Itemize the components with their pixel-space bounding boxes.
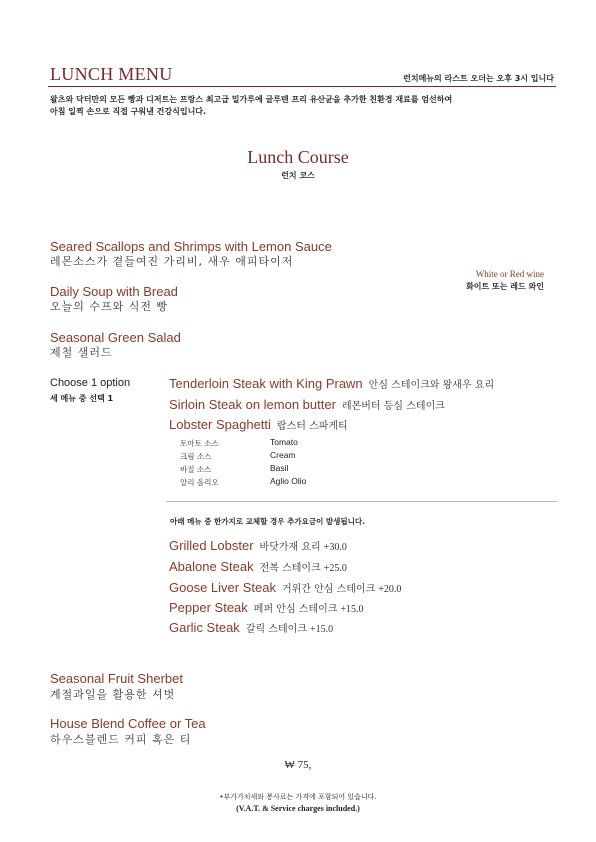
choose-option-label: Choose 1 option bbox=[50, 377, 131, 389]
extra-price: +15.0 bbox=[340, 604, 364, 615]
extra-abalone-ko: 전복 스테이크 bbox=[259, 563, 321, 574]
extra-garlic-steak-ko: 갈릭 스테이크 bbox=[245, 624, 307, 635]
sauce-en: Cream bbox=[270, 450, 296, 460]
tax-note-en: (V.A.T. & Service charges included.) bbox=[236, 804, 360, 813]
extra-price: +25.0 bbox=[323, 563, 347, 574]
main-tenderloin-en: Tenderloin Steak with King Prawn bbox=[169, 376, 363, 391]
starter-soup-en: Daily Soup with Bread bbox=[50, 284, 178, 299]
main-lobster-spaghetti-en: Lobster Spaghetti bbox=[169, 417, 271, 432]
extra-item bbox=[169, 538, 347, 553]
extra-price: +15.0 bbox=[309, 624, 334, 635]
sauce-ko: 알리 올리오 bbox=[180, 478, 219, 487]
starter-salad-ko: 제철 샐러드 bbox=[50, 346, 113, 359]
extra-price: +20.0 bbox=[378, 584, 402, 595]
starter-soup-ko: 오늘의 수프와 식전 빵 bbox=[50, 300, 169, 313]
wine-option-en: White or Red wine bbox=[475, 269, 544, 279]
extra-pepper-steak-en: Pepper Steak bbox=[169, 600, 248, 615]
extra-item bbox=[169, 580, 401, 595]
intro-text-line-2: 아침 일찍 손으로 직접 구워낸 건강식입니다. bbox=[50, 107, 207, 116]
main-sirloin-en: Sirloin Steak on lemon butter bbox=[169, 397, 336, 412]
extra-item bbox=[169, 559, 347, 574]
starter-scallops-en: Seared Scallops and Shrimps with Lemon Sauce bbox=[50, 239, 332, 254]
sauce-en: Basil bbox=[270, 463, 289, 473]
sauce-ko: 토마토 소스 bbox=[180, 439, 219, 448]
extra-item bbox=[169, 620, 333, 635]
surcharge-note: 아래 메뉴 중 한가지로 교체할 경우 추가요금이 발생됩니다. bbox=[170, 517, 366, 526]
main-tenderloin-ko: 안심 스테이크와 왕새우 요리 bbox=[368, 380, 495, 391]
header-divider bbox=[48, 86, 556, 87]
extra-abalone-en: Abalone Steak bbox=[169, 559, 254, 574]
section-divider bbox=[166, 501, 557, 502]
course-subtitle: 런치 코스 bbox=[281, 171, 315, 180]
course-price: ₩ 75, bbox=[284, 759, 312, 771]
sauce-ko: 크림 소스 bbox=[180, 452, 212, 461]
main-sirloin-ko: 레몬버터 등심 스테이크 bbox=[341, 401, 445, 412]
extra-item bbox=[169, 600, 364, 615]
dessert-sherbet-ko: 계절과일을 활용한 셔벗 bbox=[50, 688, 176, 701]
intro-text-line-1: 왈츠와 닥터만의 모든 빵과 디저트는 프랑스 최고급 밀가루에 글루텐 프리 유산균을 추가한 친환경 재료를 엄선하여 bbox=[50, 95, 453, 104]
extra-goose-liver-en: Goose Liver Steak bbox=[169, 580, 276, 595]
extra-garlic-steak-en: Garlic Steak bbox=[169, 620, 240, 635]
choose-option-label-ko: 세 메뉴 중 선택 1 bbox=[50, 394, 114, 403]
course-title: Lunch Course bbox=[247, 147, 349, 167]
dessert-coffee-en: House Blend Coffee or Tea bbox=[50, 716, 206, 731]
main-item bbox=[169, 417, 348, 432]
extra-grilled-lobster-ko: 바닷가재 요리 bbox=[259, 542, 321, 553]
tax-note-ko: •부가가치세와 봉사료는 가격에 포함되어 있습니다. bbox=[219, 793, 377, 801]
last-order-note: 런치메뉴의 라스트 오더는 오후 3시 입니다 bbox=[403, 74, 554, 83]
dessert-sherbet-en: Seasonal Fruit Sherbet bbox=[50, 671, 183, 686]
starter-salad-en: Seasonal Green Salad bbox=[50, 330, 181, 345]
starter-scallops-ko: 레몬소스가 곁들여진 가리비, 새우 애피타이저 bbox=[50, 255, 294, 268]
sauce-ko: 바질 소스 bbox=[180, 465, 212, 474]
main-item bbox=[169, 397, 445, 412]
sauce-en: Tomato bbox=[270, 437, 298, 447]
menu-title: LUNCH MENU bbox=[50, 64, 173, 84]
extra-pepper-steak-ko: 페퍼 안심 스테이크 bbox=[253, 604, 338, 615]
main-item bbox=[169, 376, 494, 391]
extra-goose-liver-ko: 거위간 안심 스테이크 bbox=[281, 584, 376, 595]
main-lobster-spaghetti-ko: 랍스터 스파게티 bbox=[276, 421, 348, 432]
sauce-en: Aglio Olio bbox=[270, 476, 307, 486]
dessert-coffee-ko: 하우스블렌드 커피 혹은 티 bbox=[50, 733, 192, 746]
wine-option-ko: 화이트 또는 레드 와인 bbox=[466, 282, 544, 291]
extra-price: +30.0 bbox=[323, 542, 347, 553]
extra-grilled-lobster-en: Grilled Lobster bbox=[169, 538, 254, 553]
